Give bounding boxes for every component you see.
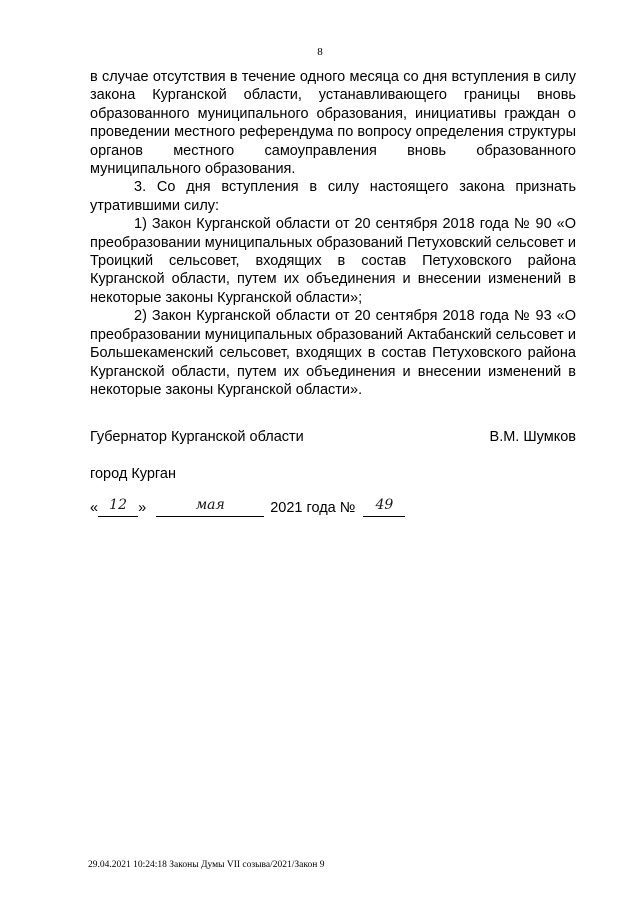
year-number-label: 2021 года № (270, 500, 356, 516)
signature-block (90, 429, 576, 449)
date-line (90, 497, 405, 517)
signatory-title: Губернатор Курганской области (90, 429, 304, 445)
number-blank (363, 497, 405, 517)
handwritten-number: 49 (375, 497, 394, 513)
page-number: 8 (317, 46, 323, 58)
handwritten-month: мая (195, 497, 225, 513)
open-quote: « (90, 500, 99, 516)
document-body (90, 68, 576, 399)
paragraph-item-3: 3. Со дня вступления в силу настоящего закона признать утратившими силу: (90, 179, 576, 214)
city-line: город Курган (90, 466, 176, 482)
paragraph-continuation: в случае отсутствия в течение одного месяца со дня вступления в силу закона Курганской области, устанавливающего границы вновь образованного муниципального образования, инициативы граждан о проведении местного референдума по вопросу определения структуры органов местного самоуправления вновь образованного муниципального образования. (90, 69, 576, 178)
signatory-name: В.М. Шумков (489, 429, 576, 445)
day-blank (98, 497, 138, 517)
document-footer: 29.04.2021 10:24:18 Законы Думы VII созыва/2021/Закон 9 (88, 860, 325, 870)
paragraph-subitem-2: 2) Закон Курганской области от 20 сентября 2018 года № 93 «О преобразовании муниципальных образований Актабанский сельсовет и Большекаменский сельсовет, входящих в состав Петуховского района Курганской области, путем их объединения и внесении изменений в некоторые законы Курганской области». (90, 308, 576, 398)
month-blank (156, 497, 264, 517)
handwritten-day: 12 (109, 497, 127, 513)
close-quote: » (138, 500, 147, 516)
paragraph-subitem-1: 1) Закон Курганской области от 20 сентября 2018 года № 90 «О преобразовании муниципальных образований Петуховский сельсовет и Троицкий сельсовет, входящих в состав Петуховского района Курганской области, путем их объединения и внесении изменений в некоторые законы Курганской области»; (90, 216, 576, 306)
